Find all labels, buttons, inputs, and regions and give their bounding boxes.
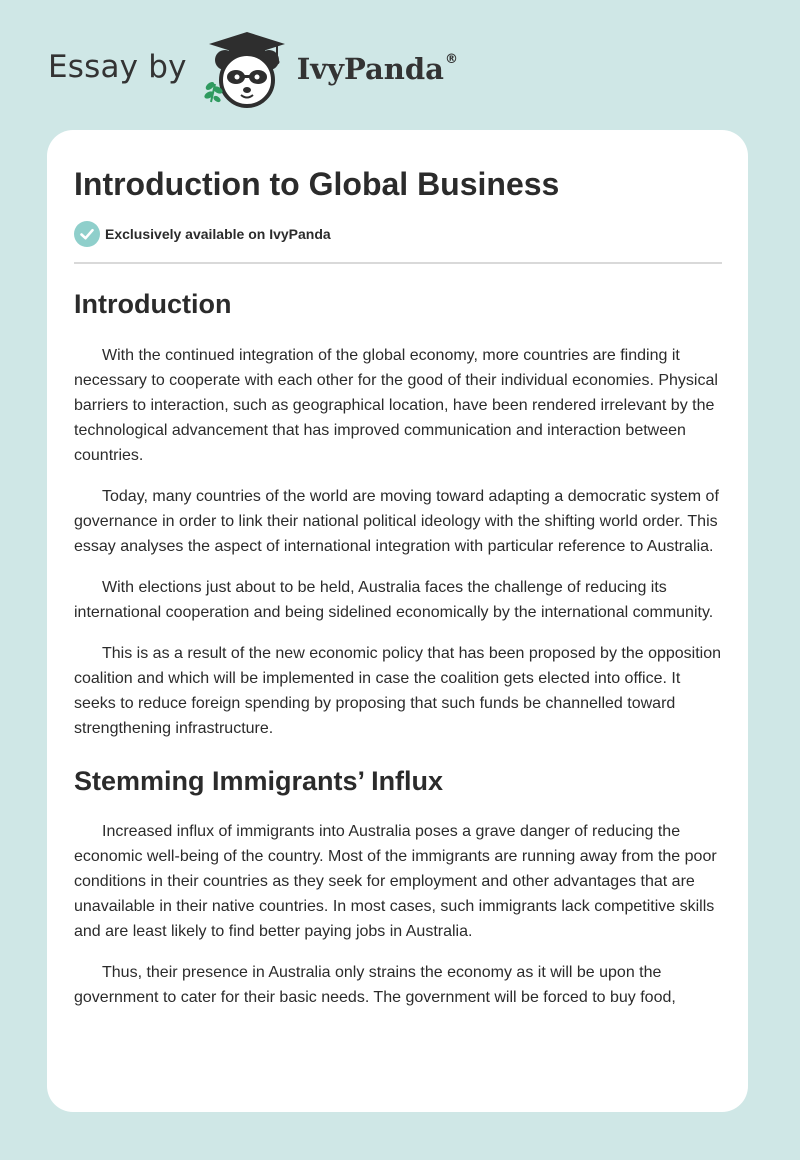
brand-name: IvyPanda [296,52,444,86]
section-heading-introduction: Introduction [74,289,232,319]
paragraph: Today, many countries of the world are moving toward adapting a democratic system of governance in order to link their national political ideology with the shifting world order. This essay analyses the aspect of international integration with particular reference to Australia. [74,488,719,555]
paragraph: With the continued integration of the global economy, more countries are finding it necessary to cooperate with each other for the good of their individual economies. Physical barriers to interaction, such as geographical location, have been rendered irrelevant by the technological advancement that has improved communication and interaction between countries. [74,347,718,464]
page-title: Introduction to Global Business [74,166,560,202]
section-heading-stemming-immigrants-influx: Stemming Immigrants’ Influx [74,766,444,796]
paragraph: Increased influx of immigrants into Australia poses a grave danger of reducing the economic well-being of the country. Most of the immigrants are running away from the poor conditions in their countries as they seek for employment and other advantages that are unavailable in their native countries. In most cases, such immigrants lack competitive skills and are least likely to find better paying jobs in Australia. [74,823,717,940]
brand-prefix: Essay by [48,49,187,85]
badge-label: Exclusively available on IvyPanda [105,226,331,242]
check-circle-icon [74,221,100,247]
exclusive-badge [74,221,722,247]
brand-header[interactable] [48,30,458,110]
paragraph: Thus, their presence in Australia only strains the economy as it will be upon the government to cater for their basic needs. The government will be forced to buy food, [74,964,676,1006]
panda-logo-icon [201,30,293,110]
paragraph: With elections just about to be held, Australia faces the challenge of reducing its international cooperation and being sidelined economically by the international community. [74,579,714,621]
paragraph: This is as a result of the new economic policy that has been proposed by the opposition coalition and which will be implemented in case the coalition gets elected into office. It seeks to reduce foreign spending by proposing that such funds be channelled toward strengthening infrastructure. [74,645,722,737]
essay-card [47,130,748,1112]
registered-mark: ® [444,52,458,67]
divider [74,262,722,264]
